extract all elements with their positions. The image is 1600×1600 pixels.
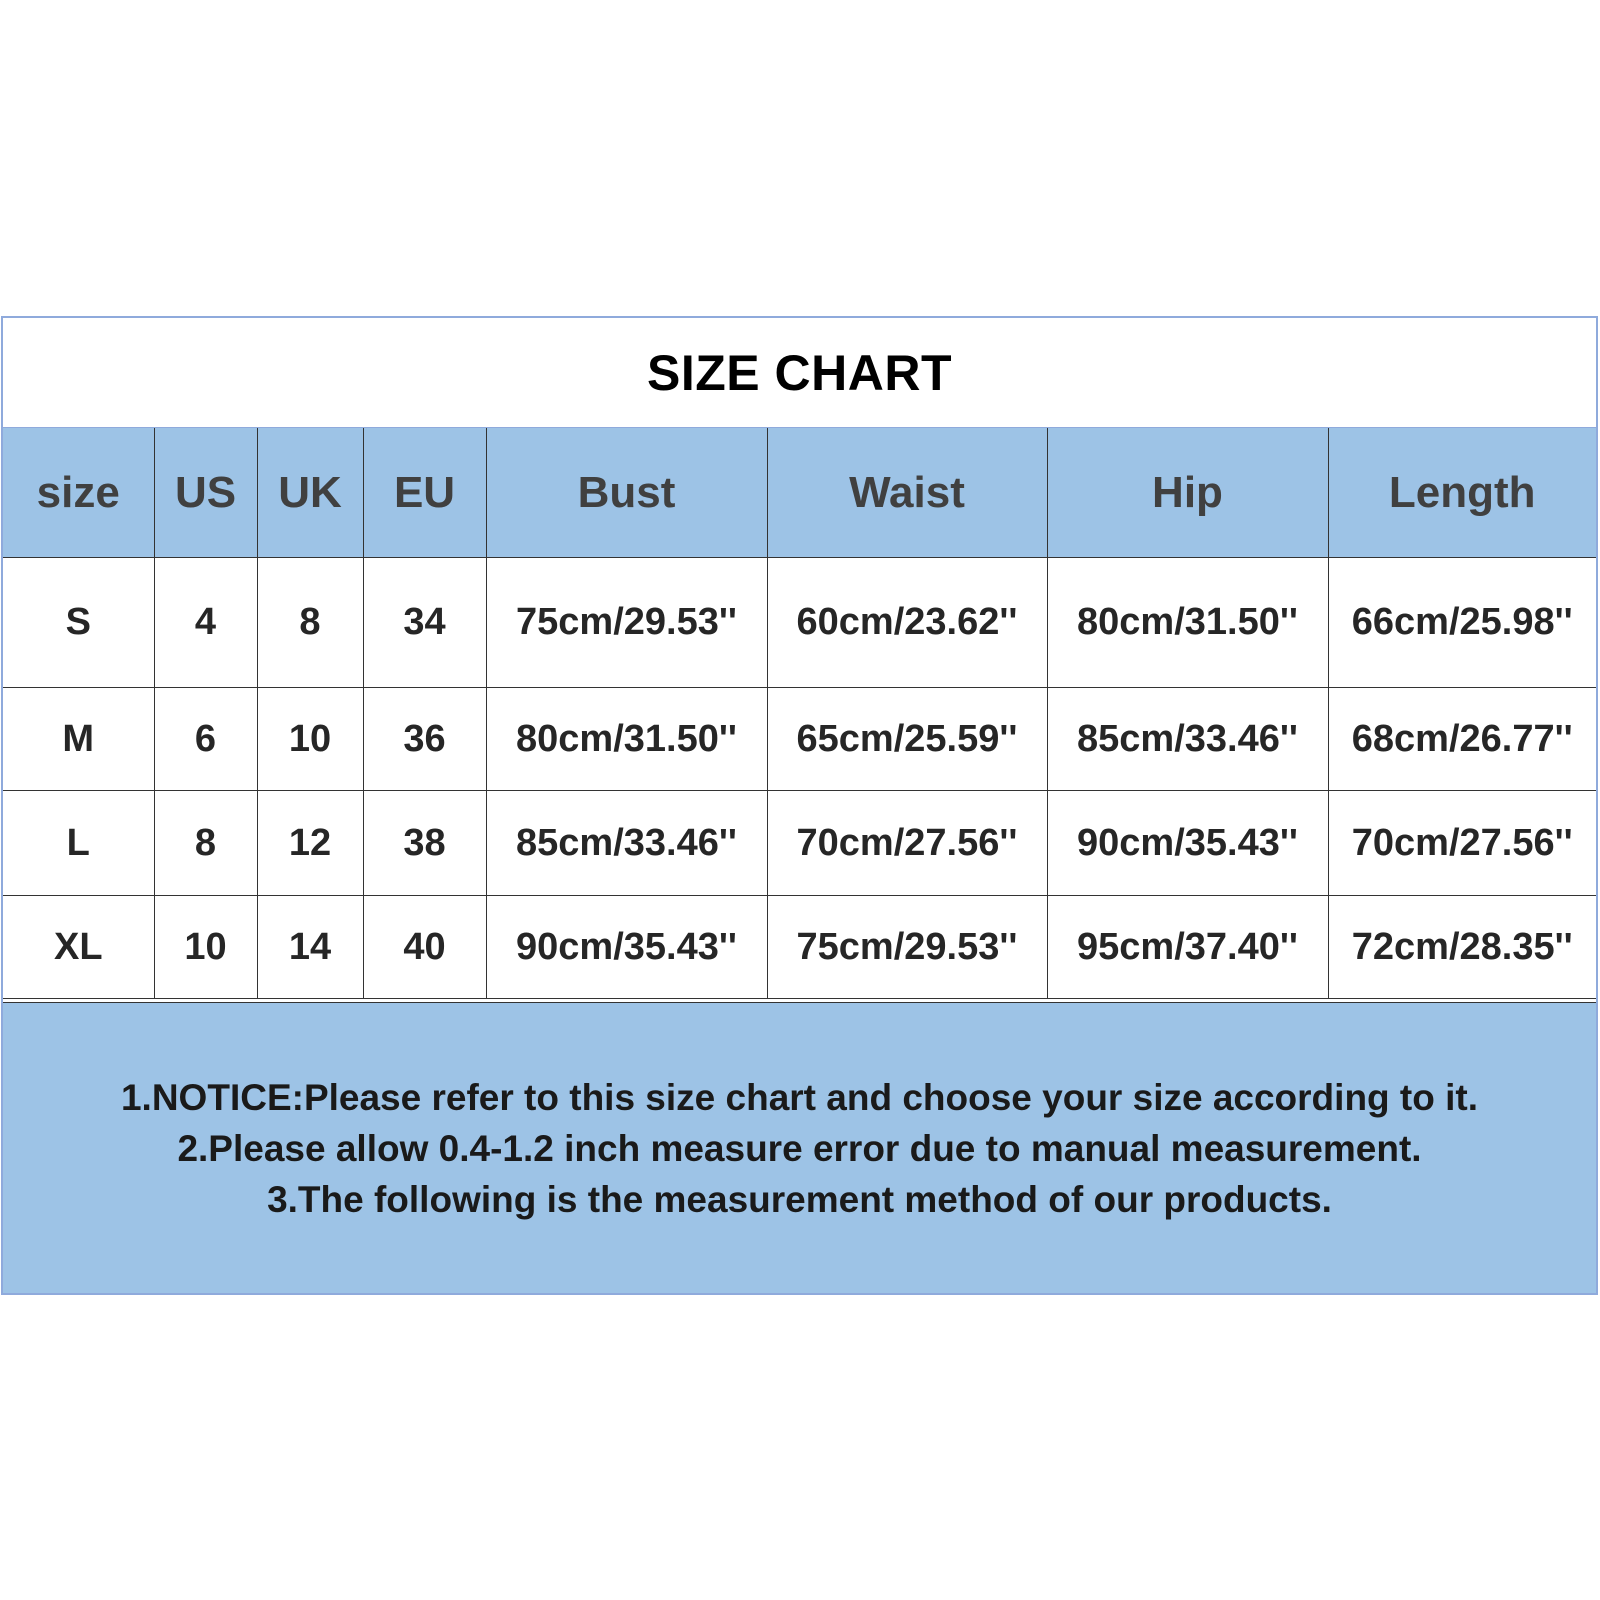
cell-us: 6 — [154, 688, 257, 791]
header-length: Length — [1328, 428, 1596, 558]
cell-eu: 36 — [363, 688, 486, 791]
size-chart — [1, 316, 1598, 1295]
cell-size: L — [3, 791, 154, 896]
cell-bust: 90cm/35.43'' — [486, 896, 767, 999]
cell-uk: 12 — [257, 791, 363, 896]
cell-waist: 65cm/25.59'' — [767, 688, 1047, 791]
cell-length: 68cm/26.77'' — [1328, 688, 1596, 791]
cell-waist: 60cm/23.62'' — [767, 558, 1047, 688]
cell-eu: 38 — [363, 791, 486, 896]
table-row — [3, 791, 1596, 896]
notice-line-2: 2.Please allow 0.4-1.2 inch measure error due to manual measurement. — [177, 1127, 1422, 1169]
size-table — [3, 428, 1596, 999]
cell-us: 10 — [154, 896, 257, 999]
cell-hip: 95cm/37.40'' — [1047, 896, 1328, 999]
header-hip: Hip — [1047, 428, 1328, 558]
header-uk: UK — [257, 428, 363, 558]
header-size: size — [3, 428, 154, 558]
notice-line-3: 3.The following is the measurement method of our products. — [267, 1178, 1332, 1220]
table-row — [3, 896, 1596, 999]
cell-length: 70cm/27.56'' — [1328, 791, 1596, 896]
cell-hip: 90cm/35.43'' — [1047, 791, 1328, 896]
cell-length: 66cm/25.98'' — [1328, 558, 1596, 688]
notice-panel — [3, 1002, 1596, 1293]
cell-uk: 8 — [257, 558, 363, 688]
cell-waist: 70cm/27.56'' — [767, 791, 1047, 896]
cell-size: S — [3, 558, 154, 688]
cell-size: XL — [3, 896, 154, 999]
cell-eu: 40 — [363, 896, 486, 999]
cell-uk: 10 — [257, 688, 363, 791]
table-row — [3, 688, 1596, 791]
cell-bust: 85cm/33.46'' — [486, 791, 767, 896]
title-row — [3, 318, 1596, 428]
cell-hip: 80cm/31.50'' — [1047, 558, 1328, 688]
notice-line-1: 1.NOTICE:Please refer to this size chart and choose your size according to it. — [120, 1076, 1479, 1118]
header-bust: Bust — [486, 428, 767, 558]
cell-waist: 75cm/29.53'' — [767, 896, 1047, 999]
cell-us: 8 — [154, 791, 257, 896]
cell-us: 4 — [154, 558, 257, 688]
header-waist: Waist — [767, 428, 1047, 558]
header-row — [3, 428, 1596, 558]
table-row — [3, 558, 1596, 688]
cell-size: M — [3, 688, 154, 791]
chart-title: SIZE CHART — [647, 344, 952, 401]
cell-length: 72cm/28.35'' — [1328, 896, 1596, 999]
cell-hip: 85cm/33.46'' — [1047, 688, 1328, 791]
header-us: US — [154, 428, 257, 558]
cell-bust: 80cm/31.50'' — [486, 688, 767, 791]
cell-bust: 75cm/29.53'' — [486, 558, 767, 688]
cell-eu: 34 — [363, 558, 486, 688]
header-eu: EU — [363, 428, 486, 558]
cell-uk: 14 — [257, 896, 363, 999]
